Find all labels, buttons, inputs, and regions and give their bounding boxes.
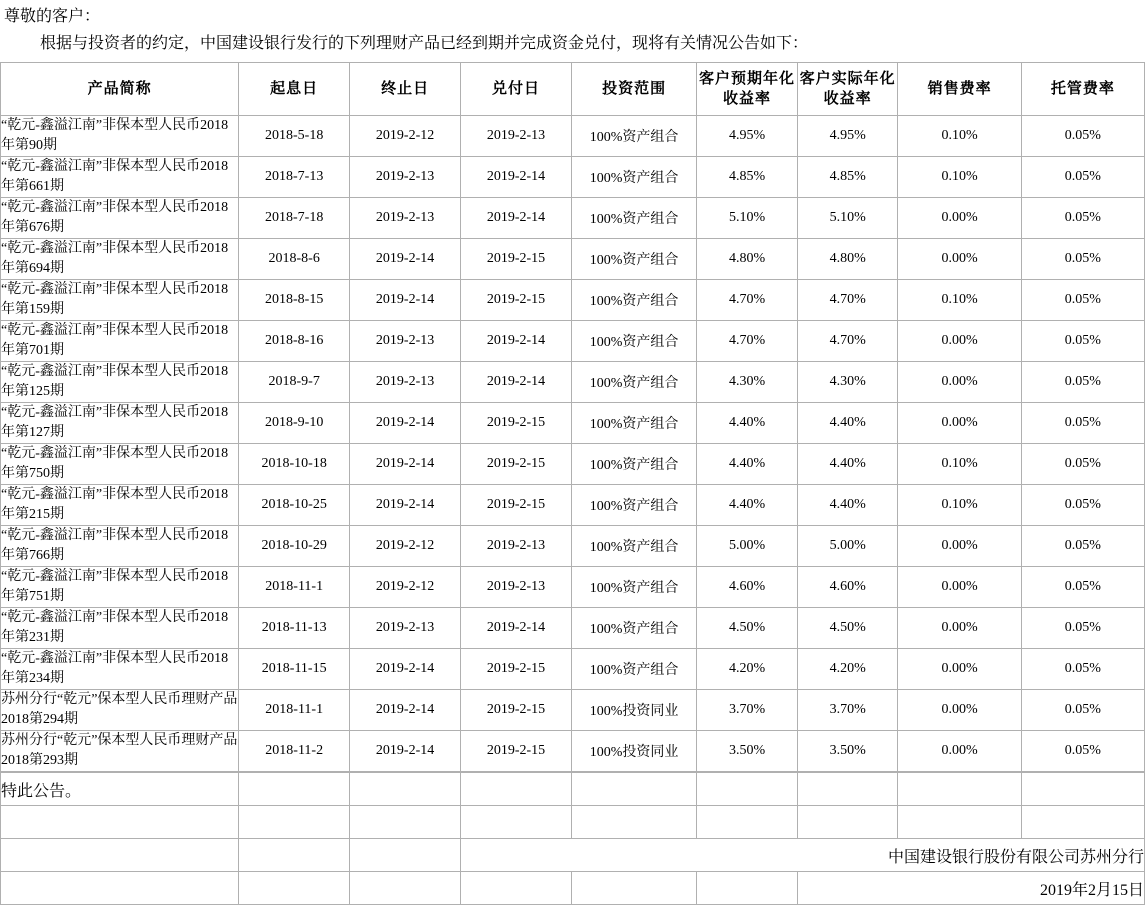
cell-investment-scope: 100%资产组合 [571,485,696,526]
cell-payment-date: 2019-2-15 [461,403,572,444]
table-row [1,567,1145,608]
footer-cell [239,806,350,839]
cell-custody-fee: 0.05% [1021,649,1144,690]
cell-actual-yield: 4.50% [797,608,898,649]
cell-end-date: 2019-2-14 [350,444,461,485]
cell-end-date: 2019-2-14 [350,731,461,772]
cell-product-name: “乾元-鑫溢江南”非保本型人民币2018年第750期 [1,444,239,485]
cell-end-date: 2019-2-14 [350,690,461,731]
table-row [1,649,1145,690]
cell-end-date: 2019-2-14 [350,239,461,280]
cell-expected-yield: 4.60% [697,567,798,608]
cell-custody-fee: 0.05% [1021,198,1144,239]
footer-cell [571,773,696,806]
products-table [0,62,1145,772]
cell-custody-fee: 0.05% [1021,690,1144,731]
cell-payment-date: 2019-2-15 [461,444,572,485]
cell-sales-fee: 0.00% [898,731,1021,772]
footer-cell [350,806,461,839]
cell-payment-date: 2019-2-13 [461,116,572,157]
cell-custody-fee: 0.05% [1021,731,1144,772]
cell-end-date: 2019-2-13 [350,198,461,239]
cell-expected-yield: 3.50% [697,731,798,772]
cell-custody-fee: 0.05% [1021,157,1144,198]
notice-text: 特此公告。 [1,773,239,806]
table-row [1,444,1145,485]
cell-product-name: “乾元-鑫溢江南”非保本型人民币2018年第751期 [1,567,239,608]
table-row [1,485,1145,526]
cell-custody-fee: 0.05% [1021,116,1144,157]
cell-product-name: “乾元-鑫溢江南”非保本型人民币2018年第661期 [1,157,239,198]
footer-cell [1,872,239,905]
cell-sales-fee: 0.00% [898,239,1021,280]
col-header-custody-fee: 托管费率 [1021,63,1144,116]
cell-end-date: 2019-2-13 [350,362,461,403]
cell-sales-fee: 0.00% [898,403,1021,444]
footer-table [0,772,1145,905]
cell-actual-yield: 5.10% [797,198,898,239]
cell-payment-date: 2019-2-13 [461,526,572,567]
table-row [1,116,1145,157]
cell-payment-date: 2019-2-15 [461,731,572,772]
cell-payment-date: 2019-2-13 [461,567,572,608]
cell-custody-fee: 0.05% [1021,526,1144,567]
table-header-row [1,63,1145,116]
cell-sales-fee: 0.00% [898,567,1021,608]
cell-sales-fee: 0.10% [898,280,1021,321]
col-header-actual-yield: 客户实际年化收益率 [797,63,898,116]
cell-custody-fee: 0.05% [1021,403,1144,444]
cell-expected-yield: 3.70% [697,690,798,731]
cell-payment-date: 2019-2-14 [461,321,572,362]
cell-end-date: 2019-2-12 [350,116,461,157]
cell-sales-fee: 0.00% [898,321,1021,362]
cell-custody-fee: 0.05% [1021,444,1144,485]
footer-cell [1,839,239,872]
footer-cell [898,806,1021,839]
cell-start-date: 2018-11-1 [239,690,350,731]
table-row [1,280,1145,321]
cell-product-name: “乾元-鑫溢江南”非保本型人民币2018年第125期 [1,362,239,403]
cell-actual-yield: 4.85% [797,157,898,198]
cell-product-name: “乾元-鑫溢江南”非保本型人民币2018年第676期 [1,198,239,239]
cell-expected-yield: 4.50% [697,608,798,649]
cell-product-name: 苏州分行“乾元”保本型人民币理财产品2018第294期 [1,690,239,731]
cell-sales-fee: 0.00% [898,362,1021,403]
table-row [1,731,1145,772]
cell-product-name: “乾元-鑫溢江南”非保本型人民币2018年第701期 [1,321,239,362]
cell-product-name: “乾元-鑫溢江南”非保本型人民币2018年第215期 [1,485,239,526]
footer-cell [239,839,350,872]
cell-end-date: 2019-2-13 [350,321,461,362]
cell-payment-date: 2019-2-14 [461,157,572,198]
cell-custody-fee: 0.05% [1021,608,1144,649]
cell-payment-date: 2019-2-15 [461,239,572,280]
cell-payment-date: 2019-2-14 [461,198,572,239]
cell-expected-yield: 4.40% [697,403,798,444]
cell-investment-scope: 100%资产组合 [571,280,696,321]
cell-investment-scope: 100%资产组合 [571,649,696,690]
col-header-product-name: 产品简称 [1,63,239,116]
cell-payment-date: 2019-2-14 [461,608,572,649]
cell-start-date: 2018-11-15 [239,649,350,690]
cell-expected-yield: 4.70% [697,321,798,362]
cell-actual-yield: 4.40% [797,444,898,485]
footer-cell [350,773,461,806]
cell-product-name: “乾元-鑫溢江南”非保本型人民币2018年第90期 [1,116,239,157]
cell-investment-scope: 100%资产组合 [571,608,696,649]
cell-sales-fee: 0.10% [898,444,1021,485]
cell-start-date: 2018-8-15 [239,280,350,321]
signature-row [1,839,1145,872]
cell-expected-yield: 4.85% [697,157,798,198]
cell-end-date: 2019-2-14 [350,485,461,526]
cell-product-name: “乾元-鑫溢江南”非保本型人民币2018年第127期 [1,403,239,444]
cell-end-date: 2019-2-12 [350,567,461,608]
footer-cell [797,806,898,839]
cell-expected-yield: 5.00% [697,526,798,567]
salutation: 尊敬的客户： [4,8,101,25]
cell-payment-date: 2019-2-15 [461,485,572,526]
cell-sales-fee: 0.00% [898,690,1021,731]
cell-custody-fee: 0.05% [1021,362,1144,403]
signature-text: 中国建设银行股份有限公司苏州分行 [461,839,1145,872]
footer-cell [1021,773,1144,806]
table-row [1,690,1145,731]
footer-cell [571,806,696,839]
cell-start-date: 2018-10-18 [239,444,350,485]
table-row [1,526,1145,567]
col-header-start-date: 起息日 [239,63,350,116]
cell-investment-scope: 100%资产组合 [571,444,696,485]
table-row [1,321,1145,362]
cell-start-date: 2018-5-18 [239,116,350,157]
cell-start-date: 2018-11-2 [239,731,350,772]
cell-expected-yield: 4.80% [697,239,798,280]
cell-end-date: 2019-2-13 [350,157,461,198]
col-header-expected-yield: 客户预期年化收益率 [697,63,798,116]
cell-expected-yield: 4.40% [697,485,798,526]
cell-investment-scope: 100%资产组合 [571,567,696,608]
date-text: 2019年2月15日 [797,872,1144,905]
footer-cell [350,872,461,905]
cell-payment-date: 2019-2-14 [461,362,572,403]
cell-start-date: 2018-8-6 [239,239,350,280]
cell-expected-yield: 4.30% [697,362,798,403]
footer-cell [461,872,572,905]
cell-sales-fee: 0.00% [898,649,1021,690]
footer-cell [797,773,898,806]
cell-actual-yield: 3.70% [797,690,898,731]
col-header-investment-scope: 投资范围 [571,63,696,116]
footer-cell [697,773,798,806]
cell-investment-scope: 100%资产组合 [571,321,696,362]
cell-custody-fee: 0.05% [1021,321,1144,362]
cell-sales-fee: 0.10% [898,157,1021,198]
table-row [1,608,1145,649]
date-row [1,872,1145,905]
cell-actual-yield: 3.50% [797,731,898,772]
footer-cell [350,839,461,872]
cell-actual-yield: 4.30% [797,362,898,403]
table-body [1,116,1145,772]
intro-paragraph: 根据与投资者的约定，中国建设银行发行的下列理财产品已经到期并完成资金兑付，现将有关情况公告如下： [40,35,809,52]
cell-start-date: 2018-10-29 [239,526,350,567]
cell-actual-yield: 4.70% [797,280,898,321]
footer-cell [1021,806,1144,839]
cell-expected-yield: 5.10% [697,198,798,239]
cell-start-date: 2018-11-1 [239,567,350,608]
cell-actual-yield: 4.70% [797,321,898,362]
cell-product-name: “乾元-鑫溢江南”非保本型人民币2018年第694期 [1,239,239,280]
cell-sales-fee: 0.00% [898,608,1021,649]
table-row [1,239,1145,280]
cell-custody-fee: 0.05% [1021,280,1144,321]
cell-actual-yield: 5.00% [797,526,898,567]
table-row [1,362,1145,403]
footer-cell [571,872,696,905]
col-header-payment-date: 兑付日 [461,63,572,116]
footer-cell [898,773,1021,806]
cell-investment-scope: 100%资产组合 [571,403,696,444]
cell-actual-yield: 4.80% [797,239,898,280]
cell-sales-fee: 0.10% [898,485,1021,526]
cell-expected-yield: 4.20% [697,649,798,690]
cell-product-name: 苏州分行“乾元”保本型人民币理财产品2018第293期 [1,731,239,772]
cell-sales-fee: 0.00% [898,526,1021,567]
cell-product-name: “乾元-鑫溢江南”非保本型人民币2018年第159期 [1,280,239,321]
cell-end-date: 2019-2-14 [350,403,461,444]
cell-custody-fee: 0.05% [1021,485,1144,526]
cell-investment-scope: 100%资产组合 [571,362,696,403]
cell-actual-yield: 4.40% [797,403,898,444]
cell-product-name: “乾元-鑫溢江南”非保本型人民币2018年第234期 [1,649,239,690]
cell-start-date: 2018-9-7 [239,362,350,403]
footer-cell [239,773,350,806]
cell-actual-yield: 4.95% [797,116,898,157]
spacer-row [1,806,1145,839]
cell-end-date: 2019-2-13 [350,608,461,649]
footer-cell [1,806,239,839]
cell-end-date: 2019-2-12 [350,526,461,567]
table-row [1,403,1145,444]
table-header [1,63,1145,116]
footer-cell [461,806,572,839]
cell-end-date: 2019-2-14 [350,280,461,321]
cell-start-date: 2018-8-16 [239,321,350,362]
cell-expected-yield: 4.70% [697,280,798,321]
cell-payment-date: 2019-2-15 [461,649,572,690]
cell-start-date: 2018-7-13 [239,157,350,198]
cell-product-name: “乾元-鑫溢江南”非保本型人民币2018年第231期 [1,608,239,649]
table-row [1,198,1145,239]
cell-investment-scope: 100%投资同业 [571,731,696,772]
cell-product-name: “乾元-鑫溢江南”非保本型人民币2018年第766期 [1,526,239,567]
cell-start-date: 2018-7-18 [239,198,350,239]
cell-actual-yield: 4.60% [797,567,898,608]
cell-payment-date: 2019-2-15 [461,280,572,321]
cell-investment-scope: 100%资产组合 [571,116,696,157]
cell-end-date: 2019-2-14 [350,649,461,690]
cell-start-date: 2018-11-13 [239,608,350,649]
cell-investment-scope: 100%资产组合 [571,526,696,567]
cell-expected-yield: 4.40% [697,444,798,485]
footer-cell [697,872,798,905]
cell-payment-date: 2019-2-15 [461,690,572,731]
footer-cell [461,773,572,806]
cell-expected-yield: 4.95% [697,116,798,157]
footer-cell [239,872,350,905]
col-header-sales-fee: 销售费率 [898,63,1021,116]
cell-actual-yield: 4.20% [797,649,898,690]
cell-investment-scope: 100%资产组合 [571,239,696,280]
cell-custody-fee: 0.05% [1021,239,1144,280]
cell-actual-yield: 4.40% [797,485,898,526]
footer-cell [697,806,798,839]
cell-sales-fee: 0.00% [898,198,1021,239]
cell-start-date: 2018-9-10 [239,403,350,444]
col-header-end-date: 终止日 [350,63,461,116]
table-row [1,157,1145,198]
cell-investment-scope: 100%资产组合 [571,157,696,198]
cell-start-date: 2018-10-25 [239,485,350,526]
notice-row [1,773,1145,806]
cell-sales-fee: 0.10% [898,116,1021,157]
cell-custody-fee: 0.05% [1021,567,1144,608]
cell-investment-scope: 100%资产组合 [571,198,696,239]
cell-investment-scope: 100%投资同业 [571,690,696,731]
